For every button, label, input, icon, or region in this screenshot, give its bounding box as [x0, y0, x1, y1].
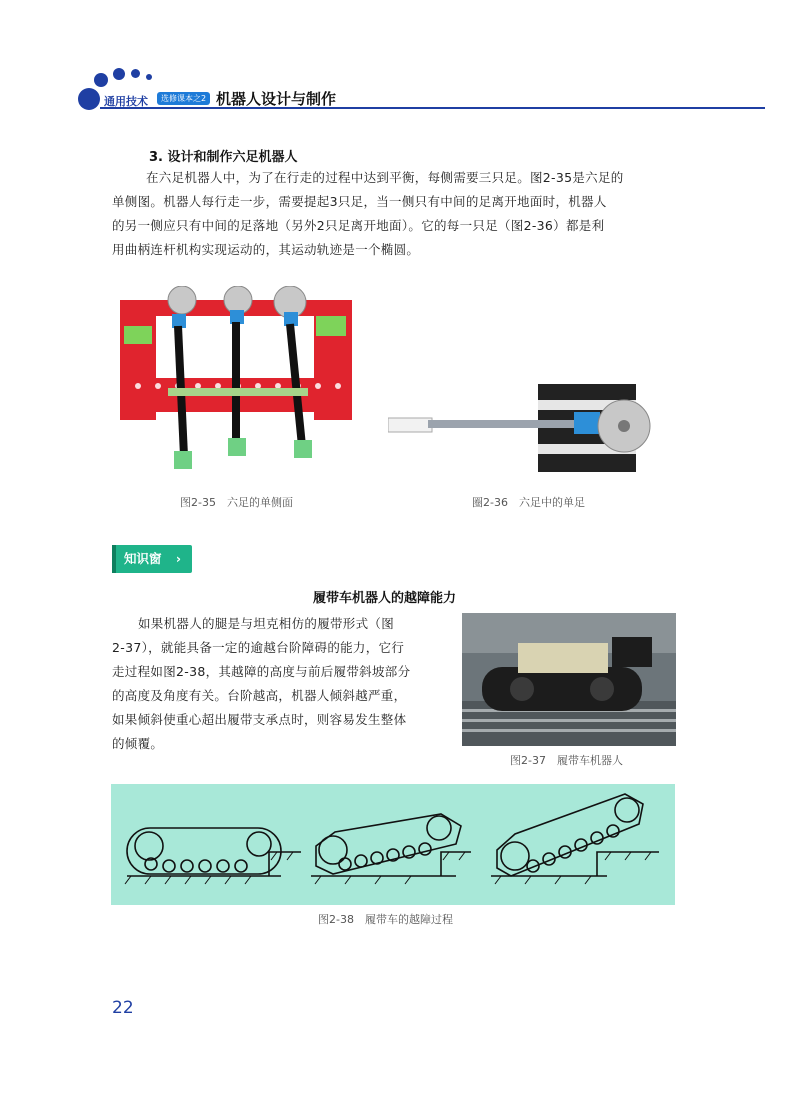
header-title: 机器人设计与制作 — [216, 90, 337, 108]
page-number: 22 — [112, 998, 134, 1018]
section-line: 在六足机器人中，为了在行走的过程中达到平衡，每侧需要三只足。图2-35是六足的 — [146, 170, 624, 185]
figure-tracked-robot-photo — [462, 613, 676, 746]
header-dot-small — [131, 69, 140, 78]
chevron-right-icon: › — [175, 551, 182, 566]
figure-track-climbing-diagram — [111, 784, 675, 905]
figure-single-leg — [388, 384, 658, 480]
section-line: 用曲柄连杆机构实现运动的，其运动轨迹是一个椭圆。 — [112, 242, 420, 257]
figure-35-caption: 图2-35 六足的单侧面 — [180, 496, 293, 509]
figure-36-caption: 圈2-36 六足中的单足 — [472, 496, 585, 509]
header-dot-medium — [113, 68, 125, 80]
knowledge-line: 2-37），就能具备一定的逾越台阶障碍的能力，它行 — [112, 640, 405, 655]
section-line: 的另一侧应只有中间的足落地（另外2只足离开地面）。它的每一只足（图2-36）都是利 — [112, 218, 605, 233]
knowledge-line: 的高度及角度有关。台阶越高，机器人倾斜越严重， — [112, 688, 407, 703]
knowledge-window-stripe — [112, 545, 116, 573]
header-dot-medium — [94, 73, 108, 87]
knowledge-line: 如果机器人的腿是与坦克相仿的履带形式（图 — [138, 616, 395, 631]
header-dot-tiny — [146, 74, 152, 80]
figure-hexapod-side — [118, 286, 358, 486]
header-badge: 选修课本之2 — [157, 92, 210, 105]
knowledge-window-label — [112, 545, 192, 573]
header-course: 通用技术 — [104, 95, 148, 108]
knowledge-line: 走过程如图2-38，其越障的高度与前后履带斜坡部分 — [112, 664, 411, 679]
section-line: 单侧图。机器人每行走一步，需要提起3只足，当一侧只有中间的足离开地面时，机器人 — [112, 194, 607, 209]
header-dot-large — [78, 88, 100, 110]
section-heading: 3. 设计和制作六足机器人 — [149, 150, 298, 165]
knowledge-line: 如果倾斜使重心超出履带支承点时，则容易发生整体 — [112, 712, 407, 727]
knowledge-label-text: 知识窗 — [124, 551, 162, 566]
header-rule — [100, 107, 765, 109]
figure-38-caption: 图2-38 履带车的越障过程 — [318, 913, 453, 926]
knowledge-line: 的倾覆。 — [112, 736, 164, 751]
figure-37-caption: 图2-37 履带车机器人 — [510, 754, 623, 767]
knowledge-subtitle: 履带车机器人的越障能力 — [313, 591, 457, 606]
